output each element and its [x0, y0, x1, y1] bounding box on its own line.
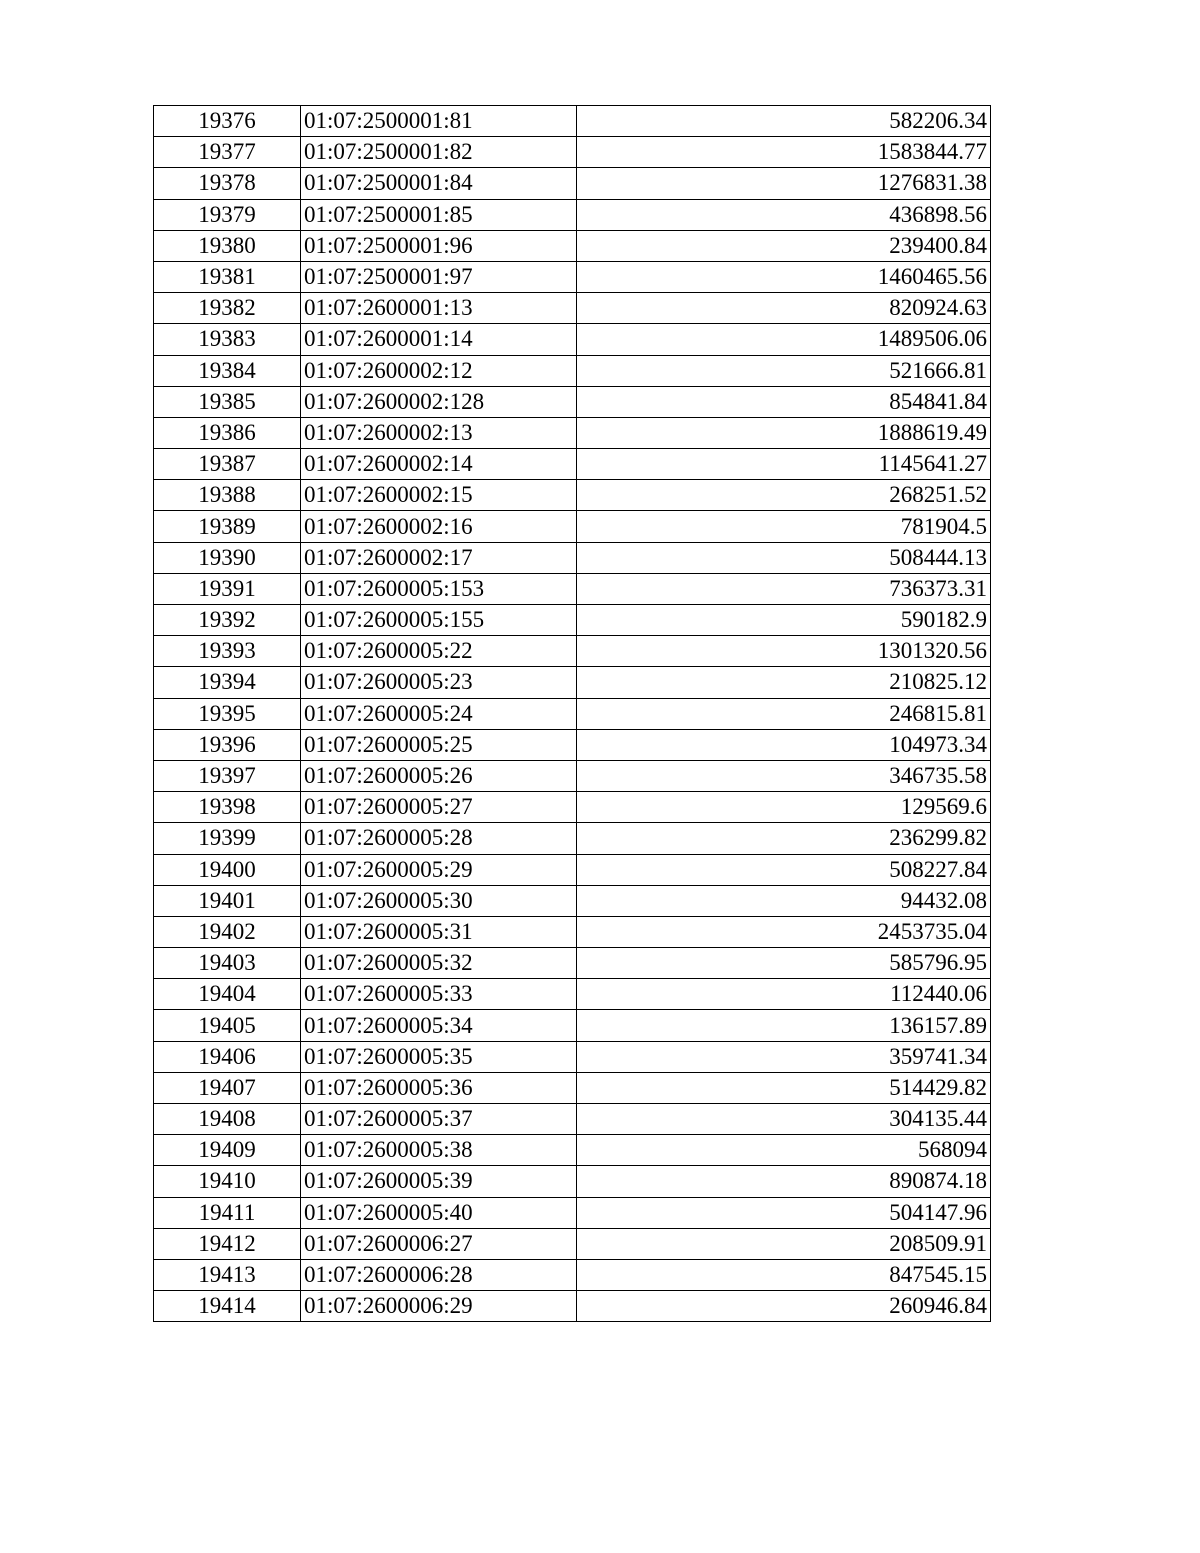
row-number-cell: 19376 — [154, 106, 301, 137]
cadastral-code-cell: 01:07:2600005:153 — [301, 573, 577, 604]
table-row — [154, 1135, 991, 1166]
amount-cell: 1460465.56 — [577, 261, 991, 292]
row-number-cell: 19381 — [154, 261, 301, 292]
amount-cell: 514429.82 — [577, 1072, 991, 1103]
row-number-cell: 19405 — [154, 1010, 301, 1041]
table-row — [154, 1041, 991, 1072]
row-number-cell: 19407 — [154, 1072, 301, 1103]
row-number-cell: 19382 — [154, 293, 301, 324]
cadastral-code-cell: 01:07:2600002:16 — [301, 511, 577, 542]
cadastral-code-cell: 01:07:2600005:23 — [301, 667, 577, 698]
cadastral-code-cell: 01:07:2600005:40 — [301, 1197, 577, 1228]
cadastral-code-cell: 01:07:2500001:81 — [301, 106, 577, 137]
cadastral-code-cell: 01:07:2600002:13 — [301, 417, 577, 448]
amount-cell: 129569.6 — [577, 792, 991, 823]
row-number-cell: 19398 — [154, 792, 301, 823]
amount-cell: 104973.34 — [577, 729, 991, 760]
table-row — [154, 1072, 991, 1103]
cadastral-code-cell: 01:07:2600005:29 — [301, 854, 577, 885]
row-number-cell: 19402 — [154, 916, 301, 947]
amount-cell: 246815.81 — [577, 698, 991, 729]
row-number-cell: 19393 — [154, 636, 301, 667]
row-number-cell: 19414 — [154, 1291, 301, 1322]
amount-cell: 1276831.38 — [577, 168, 991, 199]
table-row — [154, 261, 991, 292]
table-row — [154, 1010, 991, 1041]
amount-cell: 568094 — [577, 1135, 991, 1166]
amount-cell: 2453735.04 — [577, 916, 991, 947]
cadastral-code-cell: 01:07:2600002:17 — [301, 542, 577, 573]
row-number-cell: 19389 — [154, 511, 301, 542]
cadastral-code-cell: 01:07:2600005:36 — [301, 1072, 577, 1103]
amount-cell: 585796.95 — [577, 948, 991, 979]
table-row — [154, 979, 991, 1010]
table-row — [154, 1166, 991, 1197]
amount-cell: 590182.9 — [577, 605, 991, 636]
table-row — [154, 168, 991, 199]
row-number-cell: 19397 — [154, 760, 301, 791]
amount-cell: 1489506.06 — [577, 324, 991, 355]
amount-cell: 210825.12 — [577, 667, 991, 698]
table-row — [154, 230, 991, 261]
row-number-cell: 19413 — [154, 1259, 301, 1290]
amount-cell: 521666.81 — [577, 355, 991, 386]
amount-cell: 504147.96 — [577, 1197, 991, 1228]
row-number-cell: 19399 — [154, 823, 301, 854]
amount-cell: 508227.84 — [577, 854, 991, 885]
cadastral-code-cell: 01:07:2500001:82 — [301, 137, 577, 168]
cadastral-code-cell: 01:07:2600002:15 — [301, 480, 577, 511]
table-row — [154, 1228, 991, 1259]
table-row — [154, 573, 991, 604]
cadastral-code-cell: 01:07:2600005:28 — [301, 823, 577, 854]
amount-cell: 1583844.77 — [577, 137, 991, 168]
table-row — [154, 1104, 991, 1135]
table-row — [154, 916, 991, 947]
table-row — [154, 449, 991, 480]
amount-cell: 436898.56 — [577, 199, 991, 230]
cadastral-code-cell: 01:07:2600005:27 — [301, 792, 577, 823]
cadastral-code-cell: 01:07:2600001:13 — [301, 293, 577, 324]
row-number-cell: 19408 — [154, 1104, 301, 1135]
table-row — [154, 729, 991, 760]
cadastral-code-cell: 01:07:2600005:33 — [301, 979, 577, 1010]
cadastral-code-cell: 01:07:2500001:84 — [301, 168, 577, 199]
amount-cell: 136157.89 — [577, 1010, 991, 1041]
table-row — [154, 386, 991, 417]
table-row — [154, 417, 991, 448]
amount-cell: 1145641.27 — [577, 449, 991, 480]
amount-cell: 854841.84 — [577, 386, 991, 417]
row-number-cell: 19404 — [154, 979, 301, 1010]
table-row — [154, 698, 991, 729]
amount-cell: 94432.08 — [577, 885, 991, 916]
row-number-cell: 19378 — [154, 168, 301, 199]
cadastral-code-cell: 01:07:2600005:31 — [301, 916, 577, 947]
amount-cell: 239400.84 — [577, 230, 991, 261]
row-number-cell: 19384 — [154, 355, 301, 386]
row-number-cell: 19383 — [154, 324, 301, 355]
cadastral-code-cell: 01:07:2600005:35 — [301, 1041, 577, 1072]
cadastral-code-cell: 01:07:2600005:38 — [301, 1135, 577, 1166]
amount-cell: 847545.15 — [577, 1259, 991, 1290]
cadastral-code-cell: 01:07:2600005:37 — [301, 1104, 577, 1135]
amount-cell: 781904.5 — [577, 511, 991, 542]
cadastral-code-cell: 01:07:2600005:24 — [301, 698, 577, 729]
row-number-cell: 19380 — [154, 230, 301, 261]
table-row — [154, 199, 991, 230]
row-number-cell: 19395 — [154, 698, 301, 729]
cadastral-code-cell: 01:07:2600006:27 — [301, 1228, 577, 1259]
table-row — [154, 760, 991, 791]
row-number-cell: 19392 — [154, 605, 301, 636]
row-number-cell: 19377 — [154, 137, 301, 168]
cadastral-code-cell: 01:07:2600005:22 — [301, 636, 577, 667]
table-row — [154, 667, 991, 698]
cadastral-code-cell: 01:07:2600001:14 — [301, 324, 577, 355]
row-number-cell: 19379 — [154, 199, 301, 230]
row-number-cell: 19387 — [154, 449, 301, 480]
amount-cell: 508444.13 — [577, 542, 991, 573]
amount-cell: 1888619.49 — [577, 417, 991, 448]
amount-cell: 890874.18 — [577, 1166, 991, 1197]
table-row — [154, 293, 991, 324]
amount-cell: 304135.44 — [577, 1104, 991, 1135]
row-number-cell: 19396 — [154, 729, 301, 760]
cadastral-code-cell: 01:07:2500001:97 — [301, 261, 577, 292]
table-row — [154, 480, 991, 511]
table-row — [154, 948, 991, 979]
table-row — [154, 885, 991, 916]
row-number-cell: 19411 — [154, 1197, 301, 1228]
row-number-cell: 19409 — [154, 1135, 301, 1166]
row-number-cell: 19394 — [154, 667, 301, 698]
cadastral-code-cell: 01:07:2600002:14 — [301, 449, 577, 480]
amount-cell: 1301320.56 — [577, 636, 991, 667]
row-number-cell: 19390 — [154, 542, 301, 573]
cadastral-code-cell: 01:07:2600002:12 — [301, 355, 577, 386]
row-number-cell: 19391 — [154, 573, 301, 604]
cadastral-code-cell: 01:07:2600005:155 — [301, 605, 577, 636]
row-number-cell: 19388 — [154, 480, 301, 511]
row-number-cell: 19410 — [154, 1166, 301, 1197]
cadastral-code-cell: 01:07:2500001:96 — [301, 230, 577, 261]
row-number-cell: 19386 — [154, 417, 301, 448]
table-row — [154, 106, 991, 137]
table-row — [154, 1197, 991, 1228]
table-row — [154, 542, 991, 573]
amount-cell: 112440.06 — [577, 979, 991, 1010]
amount-cell: 268251.52 — [577, 480, 991, 511]
cadastral-code-cell: 01:07:2600005:39 — [301, 1166, 577, 1197]
cadastral-code-cell: 01:07:2500001:85 — [301, 199, 577, 230]
amount-cell: 736373.31 — [577, 573, 991, 604]
table-row — [154, 324, 991, 355]
table-row — [154, 792, 991, 823]
amount-cell: 260946.84 — [577, 1291, 991, 1322]
row-number-cell: 19385 — [154, 386, 301, 417]
amount-cell: 236299.82 — [577, 823, 991, 854]
table-body — [154, 106, 991, 1322]
data-table — [153, 105, 991, 1322]
amount-cell: 346735.58 — [577, 760, 991, 791]
cadastral-code-cell: 01:07:2600005:25 — [301, 729, 577, 760]
row-number-cell: 19401 — [154, 885, 301, 916]
row-number-cell: 19412 — [154, 1228, 301, 1259]
table-row — [154, 854, 991, 885]
table-row — [154, 1259, 991, 1290]
row-number-cell: 19406 — [154, 1041, 301, 1072]
cadastral-code-cell: 01:07:2600005:32 — [301, 948, 577, 979]
row-number-cell: 19403 — [154, 948, 301, 979]
amount-cell: 359741.34 — [577, 1041, 991, 1072]
table-row — [154, 636, 991, 667]
table-row — [154, 605, 991, 636]
row-number-cell: 19400 — [154, 854, 301, 885]
cadastral-code-cell: 01:07:2600002:128 — [301, 386, 577, 417]
table-row — [154, 355, 991, 386]
table-row — [154, 1291, 991, 1322]
amount-cell: 582206.34 — [577, 106, 991, 137]
table-row — [154, 137, 991, 168]
cadastral-code-cell: 01:07:2600005:30 — [301, 885, 577, 916]
table-row — [154, 511, 991, 542]
cadastral-code-cell: 01:07:2600006:29 — [301, 1291, 577, 1322]
cadastral-code-cell: 01:07:2600005:26 — [301, 760, 577, 791]
table-row — [154, 823, 991, 854]
amount-cell: 208509.91 — [577, 1228, 991, 1259]
amount-cell: 820924.63 — [577, 293, 991, 324]
cadastral-code-cell: 01:07:2600006:28 — [301, 1259, 577, 1290]
cadastral-code-cell: 01:07:2600005:34 — [301, 1010, 577, 1041]
